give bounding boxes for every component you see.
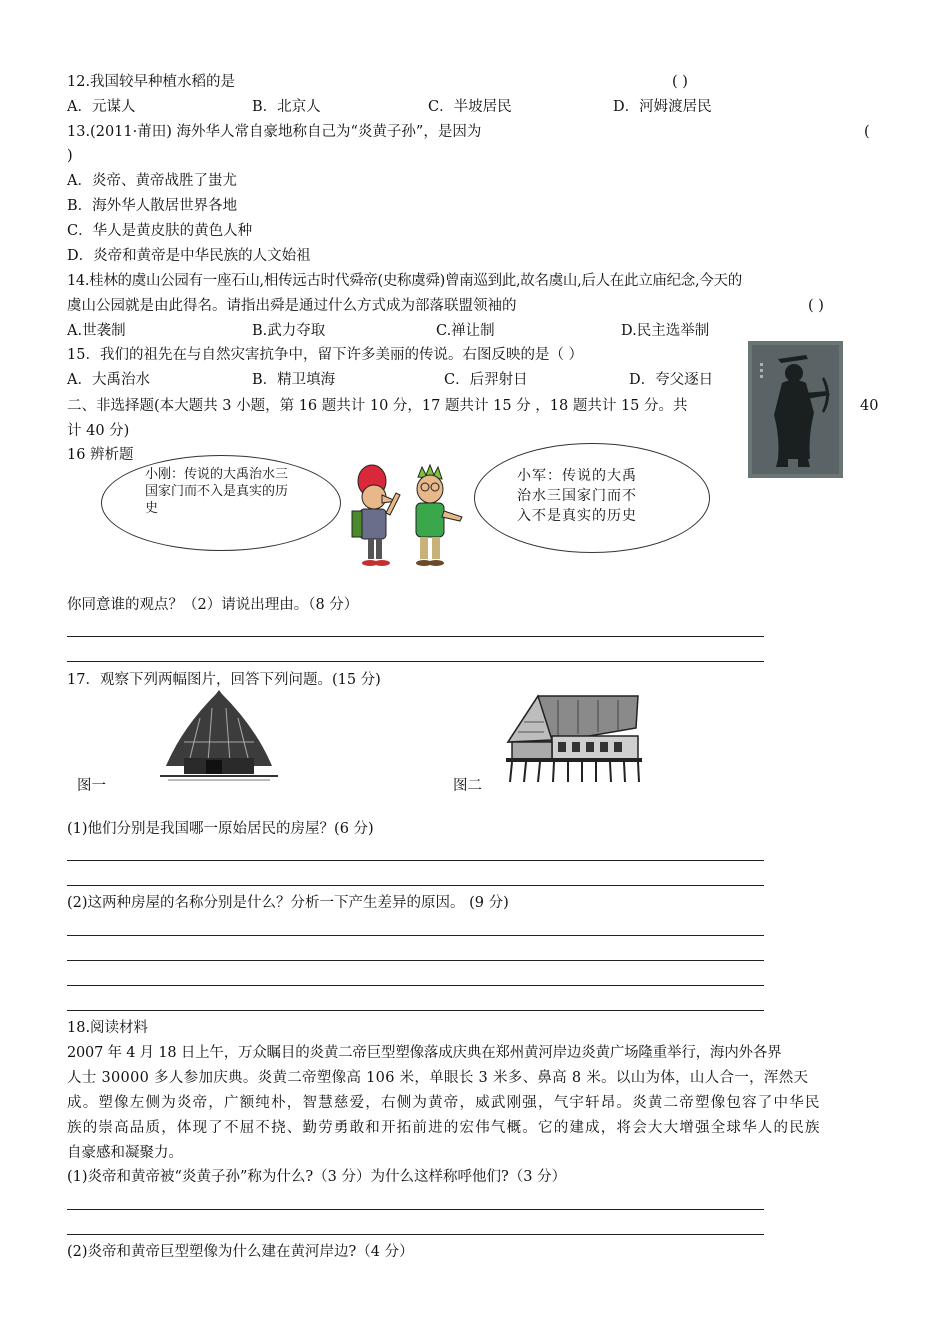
q16-question: 你同意谁的观点？（2）请说出理由。（8 分）: [67, 597, 359, 613]
q14-option-c: C.禅让制: [436, 323, 495, 339]
q12-option-d: D．河姆渡居民: [613, 99, 712, 115]
round-hut-icon: [160, 688, 278, 788]
q16-bubble-left-line2: 国家门而不入是真实的历: [145, 484, 289, 499]
q16-bubble-left-line3: 史: [145, 501, 159, 516]
q15-option-b: B．精卫填海: [252, 372, 336, 388]
archer-silhouette-icon: [748, 341, 843, 478]
q16-speech-bubble-right: [474, 443, 710, 553]
cartoon-characters-icon: [330, 455, 480, 570]
q14-option-a: A.世袭制: [67, 323, 126, 339]
q13-stem: 13.(2011·莆田) 海外华人常自豪地称自己为“炎黄子孙”，是因为: [67, 124, 482, 140]
q12-option-b: B．北京人: [252, 99, 321, 115]
q18-sub2: (2)炎帝和黄帝巨型塑像为什么建在黄河岸边?（4 分）: [67, 1244, 414, 1260]
q14-stem-line2: 虞山公园就是由此得名。请指出舜是通过什么方式成为部落联盟领袖的: [67, 298, 517, 314]
answer-line[interactable]: [67, 1010, 764, 1011]
q13-paren-open: (: [864, 124, 870, 140]
q16-bubble-left-line1: 小刚：传说的大禹治水三: [145, 467, 289, 482]
q12-option-a: A．元谋人: [67, 99, 136, 115]
answer-line[interactable]: [67, 960, 764, 961]
answer-line[interactable]: [67, 1209, 764, 1210]
answer-line[interactable]: [67, 985, 764, 986]
q16-speech-bubble-left: [101, 455, 341, 551]
q17-figure2-stilt-house-image: [498, 692, 648, 786]
answer-line[interactable]: [67, 885, 764, 886]
q18-material-line5: 自豪感和凝聚力。: [67, 1145, 183, 1161]
q17-stem: 17．观察下列两幅图片，回答下列问题。(15 分): [67, 672, 381, 688]
q12-answer-paren: ( ): [672, 74, 688, 90]
answer-line[interactable]: [67, 661, 764, 662]
q15-option-d: D．夸父逐日: [629, 372, 714, 388]
answer-line[interactable]: [67, 1234, 764, 1235]
q15-stem: 15．我们的祖先在与自然灾害抗争中，留下许多美丽的传说。右图反映的是（ ）: [67, 347, 584, 363]
q14-option-d: D.民主选举制: [621, 323, 710, 339]
q13-option-d: D．炎帝和黄帝是中华民族的人文始祖: [67, 248, 311, 264]
q17-sub2: (2)这两种房屋的名称分别是什么？分析一下产生差异的原因。 (9 分): [67, 895, 509, 911]
q18-title: 18.阅读材料: [67, 1020, 149, 1036]
q13-paren-close: ): [67, 148, 73, 164]
q18-material-line3: 成。塑像左侧为炎帝，广额纯朴，智慧慈爱，右侧为黄帝，威武刚强，气宇轩昂。炎黄二帝塑像包容了中华民: [67, 1095, 821, 1111]
answer-line[interactable]: [67, 935, 764, 936]
section2-total-score: 40: [860, 398, 879, 414]
q16-cartoon-image: [330, 455, 480, 570]
q14-stem-line1: 14.桂林的虞山公园有一座石山,相传远古时代舜帝(史称虞舜)曾南巡到此,故名虞山,后人在此立庙纪念,今天的: [67, 273, 742, 289]
q17-figure1-label: 图一: [77, 778, 106, 794]
q14-answer-paren: ( ): [808, 298, 824, 314]
q17-figure1-thatched-hut-image: [160, 688, 278, 788]
q16-title: 16 辨析题: [67, 447, 134, 463]
section2-heading-cont: 计 40 分): [67, 423, 130, 439]
q17-figure2-label: 图二: [453, 778, 482, 794]
q16-bubble-right-line1: 小军：传说的大禹: [517, 468, 637, 484]
answer-line[interactable]: [67, 860, 764, 861]
q13-option-c: C．华人是黄皮肤的黄色人种: [67, 223, 253, 239]
q18-sub1: (1)炎帝和黄帝被“炎黄子孙”称为什么?（3 分）为什么这样称呼他们?（3 分）: [67, 1169, 567, 1185]
q13-option-b: B．海外华人散居世界各地: [67, 198, 238, 214]
q13-option-a: A．炎帝、黄帝战胜了蚩尤: [67, 173, 237, 189]
answer-line[interactable]: [67, 636, 764, 637]
q18-material-line1: 2007 年 4 月 18 日上午，万众瞩目的炎黄二帝巨型塑像落成庆典在郑州黄河岸边炎黄广场隆重举行，海内外各界: [67, 1045, 782, 1061]
q15-option-a: A．大禹治水: [67, 372, 150, 388]
section2-heading: 二、非选择题(本大题共 3 小题，第 16 题共计 10 分，17 题共计 15 分 ，18 题共计 15 分。共: [67, 398, 688, 414]
q15-option-c: C．后羿射日: [444, 372, 528, 388]
q12-stem: 12.我国较早种植水稻的是: [67, 74, 236, 90]
q15-legend-figure-image: [748, 341, 843, 478]
q18-material-line2: 人士 30000 多人参加庆典。炎黄二帝塑像高 106 米，单眼长 3 米多、鼻高 8 米。以山为体，山人合一，浑然天: [67, 1070, 809, 1086]
q16-bubble-right-line2: 治水三国家门而不: [517, 488, 637, 504]
q17-sub1: (1)他们分别是我国哪一原始居民的房屋？(6 分): [67, 821, 374, 837]
q12-option-c: C．半坡居民: [428, 99, 512, 115]
q16-bubble-right-line3: 入不是真实的历史: [517, 508, 637, 524]
stilt-house-icon: [498, 692, 648, 786]
q18-material-line4: 族的崇高品质，体现了不屈不挠、勤劳勇敢和开拓前进的宏伟气概。它的建成，将会大大增强全球华人的民族: [67, 1120, 821, 1136]
q14-option-b: B.武力夺取: [252, 323, 326, 339]
